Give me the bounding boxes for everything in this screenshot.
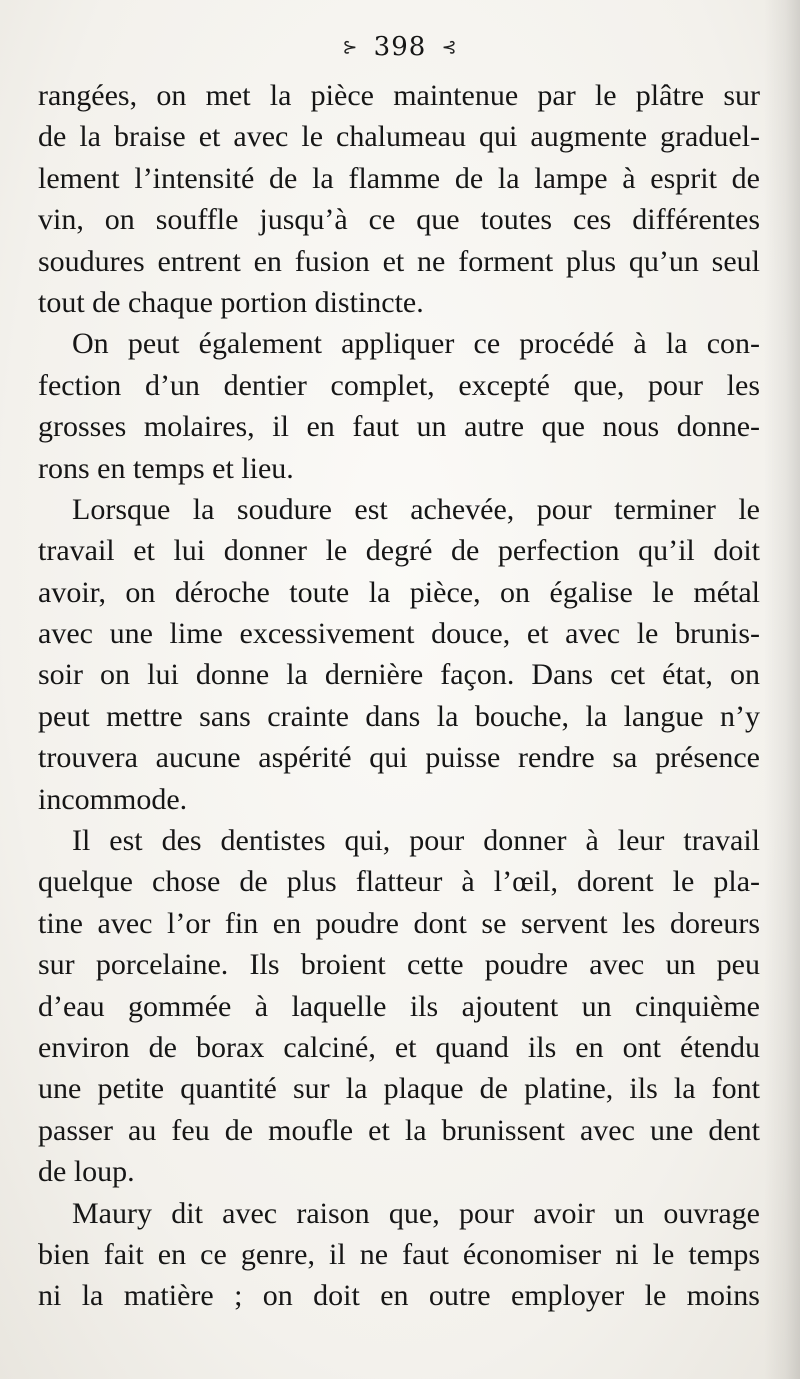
text-line: une petite quantité sur la plaque de platine, ils la font [38, 1072, 760, 1106]
text-line: passer au feu de moufle et la brunissent avec une dent [38, 1113, 760, 1147]
text-line: lement l’intensité de la flamme de la lampe à esprit de [38, 161, 760, 195]
paragraph-start-line: Il est des dentistes qui, pour donner à leur travail [72, 824, 760, 858]
paragraph-start-line: Maury dit avec raison que, pour avoir un ouvrage [72, 1196, 760, 1230]
text-line: peut mettre sans crainte dans la bouche, la langue n’y [38, 699, 760, 733]
paragraph-end-line: incommode. [38, 782, 188, 816]
body-text [38, 75, 760, 1317]
text-line: trouvera aucune aspérité qui puisse rendre sa présence [38, 741, 760, 775]
text-line: fection d’un dentier complet, excepté que, pour les [38, 368, 760, 402]
paragraph-start-line: On peut également appliquer ce procédé à la con- [72, 327, 760, 361]
text-line: de la braise et avec le chalumeau qui augmente graduel- [38, 120, 760, 154]
text-line: d’eau gommée à laquelle ils ajoutent un cinquième [38, 989, 760, 1023]
paragraph-start-line: Lorsque la soudure est achevée, pour terminer le [72, 492, 760, 526]
text-line: avoir, on déroche toute la pièce, on égalise le métal [38, 575, 760, 609]
paragraph-end-line: de loup. [38, 1155, 135, 1189]
page-edge-shadow [764, 0, 800, 1379]
ornament-left-icon: ⊱ [342, 37, 359, 58]
text-line: environ de borax calciné, et quand ils en ont étendu [38, 1030, 760, 1064]
text-line: soir on lui donne la dernière façon. Dans cet état, on [38, 658, 760, 692]
text-line: travail et lui donner le degré de perfection qu’il doit [38, 534, 760, 568]
page-header [0, 30, 800, 65]
text-line: tine avec l’or fin en poudre dont se servent les doreurs [38, 906, 760, 940]
ornament-right-icon: ⊰ [441, 37, 458, 58]
text-line: grosses molaires, il en faut un autre que nous donne- [38, 410, 760, 444]
text-line: vin, on souffle jusqu’à ce que toutes ces différentes [38, 203, 760, 237]
paragraph-end-line: rons en temps et lieu. [38, 451, 294, 485]
text-line: bien fait en ce genre, il ne faut économiser ni le temps [38, 1237, 760, 1271]
text-line: avec une lime excessivement douce, et avec le brunis- [38, 617, 760, 651]
paragraph-end-line: tout de chaque portion distincte. [38, 285, 424, 319]
page-number: 398 [373, 32, 427, 62]
text-line: soudures entrent en fusion et ne forment plus qu’un seul [38, 244, 760, 278]
text-line: sur porcelaine. Ils broient cette poudre avec un peu [38, 948, 760, 982]
text-line: quelque chose de plus flatteur à l’œil, dorent le pla- [38, 865, 760, 899]
text-line: ni la matière ; on doit en outre employer le moins [38, 1279, 760, 1313]
text-line: rangées, on met la pièce maintenue par le plâtre sur [38, 79, 760, 112]
